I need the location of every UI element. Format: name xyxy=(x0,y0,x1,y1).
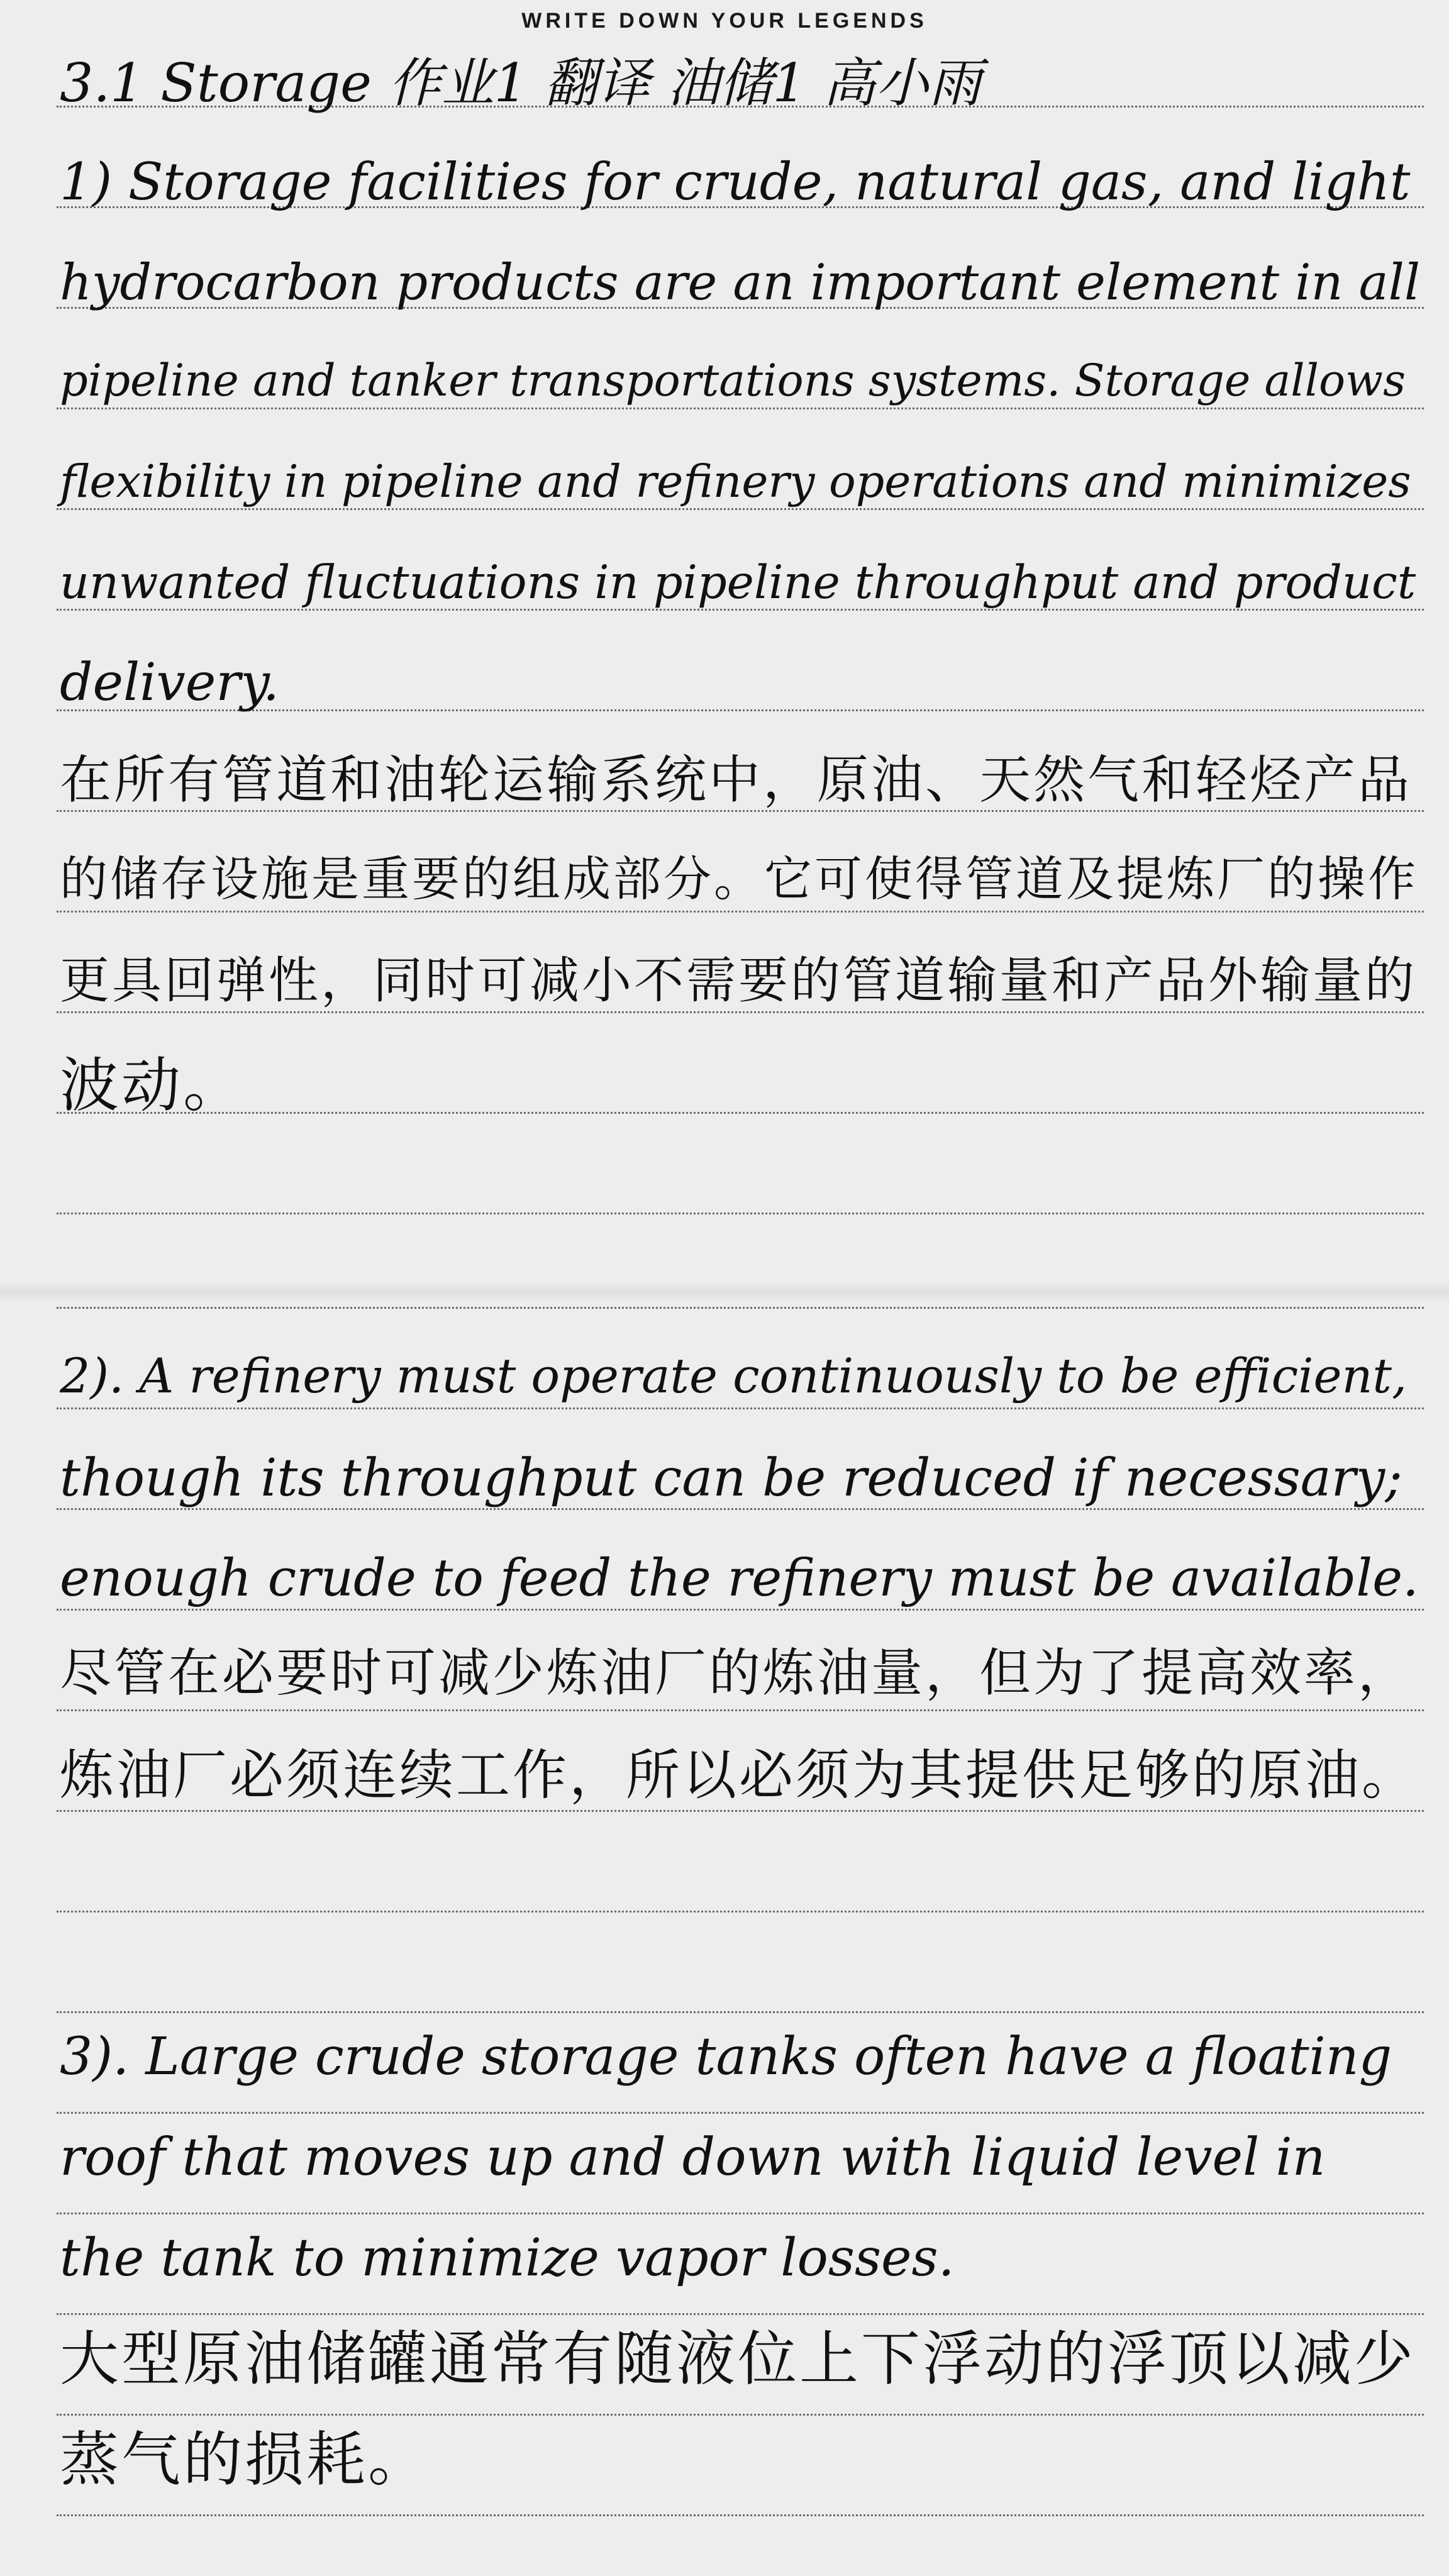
p3-chinese-line: 大型原油储罐通常有随液位上下浮动的浮顶以减少 xyxy=(60,2325,1416,2394)
ruled-line xyxy=(57,2212,1424,2214)
assignment-title: 3.1 Storage 作业1 翻译 油储1 高小雨 xyxy=(60,52,982,114)
p3-english-line: the tank to minimize vapor losses. xyxy=(60,2228,955,2288)
p2-english-line: though its throughput can be reduced if necessary; xyxy=(60,1448,1402,1508)
p3-english-line: roof that moves up and down with liquid level in xyxy=(60,2128,1326,2187)
p1-chinese-line: 波动。 xyxy=(60,1052,245,1120)
p3-english-line: 3). Large crude storage tanks often have a floating xyxy=(60,2027,1392,2087)
ruled-line xyxy=(57,1213,1424,1214)
ruled-line xyxy=(57,1407,1424,1409)
p1-english-line: 1) Storage facilities for crude, natural gas, and light xyxy=(60,153,1411,212)
ruled-line xyxy=(57,1709,1424,1711)
p1-english-line: pipeline and tanker transportations systems. Storage allows xyxy=(60,355,1406,406)
p1-english-line: unwanted fluctuations in pipeline throughput and product xyxy=(60,556,1416,609)
ruled-line xyxy=(57,508,1424,510)
ruled-line xyxy=(57,2011,1424,2013)
p3-chinese-line: 蒸气的损耗。 xyxy=(60,2426,430,2494)
ruled-line xyxy=(57,408,1424,409)
ruled-line xyxy=(57,1112,1424,1114)
p2-chinese-line: 尽管在必要时可减少炼油厂的炼油量，但为了提高效率， xyxy=(60,1643,1413,1703)
p1-english-line: flexibility in pipeline and refinery operations and minimizes xyxy=(60,455,1411,508)
p1-chinese-line: 更具回弹性，同时可减小不需要的管道输量和产品外输量的 xyxy=(60,952,1417,1009)
ruled-line xyxy=(57,1609,1424,1611)
ruled-line xyxy=(57,2514,1424,2516)
p2-english-line: 2). A refinery must operate continuously to be efficient, xyxy=(60,1348,1407,1404)
ruled-line xyxy=(57,2112,1424,2114)
ruled-line xyxy=(57,2414,1424,2416)
notebook-brand-header: WRITE DOWN YOUR LEGENDS xyxy=(521,9,928,33)
ruled-line xyxy=(57,1011,1424,1013)
ruled-line xyxy=(57,810,1424,812)
p1-english-line: hydrocarbon products are an important element in all xyxy=(60,253,1421,311)
ruled-line xyxy=(57,1810,1424,1812)
ruled-line xyxy=(57,1307,1424,1309)
ruled-line xyxy=(57,2313,1424,2315)
p1-chinese-line: 的储存设施是重要的组成部分。它可使得管道及提炼厂的操作 xyxy=(60,851,1418,907)
ruled-line xyxy=(57,911,1424,913)
p2-english-line: enough crude to feed the refinery must be available. xyxy=(60,1549,1419,1608)
p2-chinese-line: 炼油厂必须连续工作，所以必须为其提供足够的原油。 xyxy=(60,1744,1418,1807)
ruled-line xyxy=(57,1911,1424,1913)
p1-english-line: delivery. xyxy=(60,653,280,713)
p1-chinese-line: 在所有管道和油轮运输系统中，原油、天然气和轻烃产品 xyxy=(60,750,1413,810)
ruled-line xyxy=(57,1508,1424,1510)
